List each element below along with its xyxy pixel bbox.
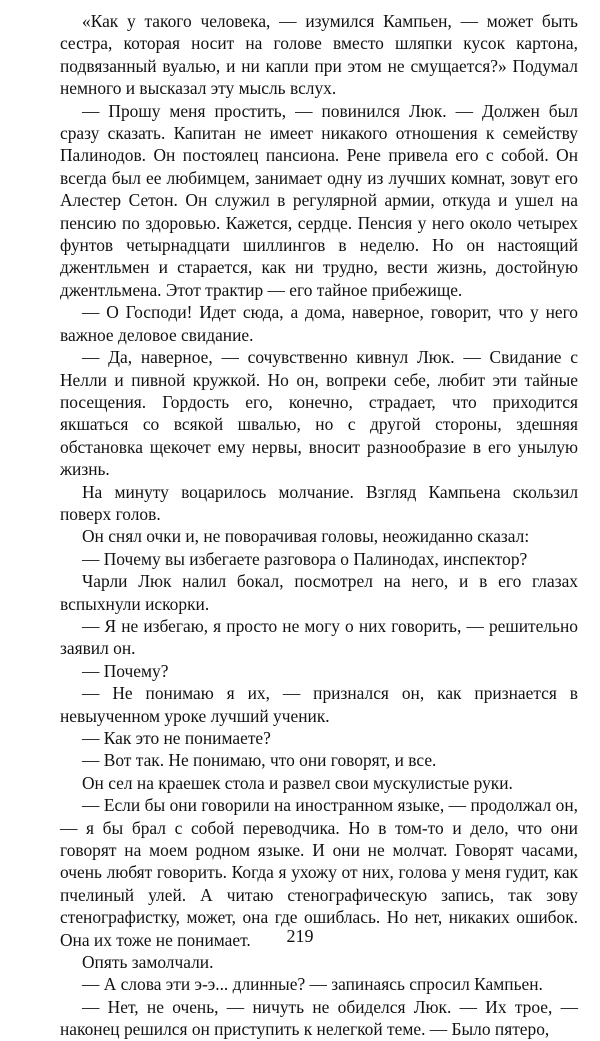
paragraph-16: Опять замолчали. xyxy=(82,952,214,973)
paragraph-2: — Прошу меня простить, — повинился Люк. — Должен был сразу сказать. Капитан не имеет никакого отношения к семейству Палинодов. Он постоялец пансиона. Рене привела его с собой. Он всегда был ее любимцем, занимает одну из лучших комнат, зовут его Алестер Сетон. Он служил в регулярной армии, откуда и ушел на пенсию по здоровью. Кажется, сердце. Пенсия у него около четырех фунтов четырнадцати шиллингов в неделю. Но он настоящий джентльмен и старается, как ни трудно, вести жизнь, достойную джентльмена. Этот трактир — его тайное прибежище. xyxy=(60,100,578,300)
paragraph-8: Чарли Люк налил бокал, посмотрел на него, и в его глазах вспыхнули искорки. xyxy=(60,571,578,614)
paragraph-18: — Нет, не очень, — ничуть не обиделся Люк. — Их трое, — наконец решился он приступить к нелегкой теме. — Было пятеро, xyxy=(60,996,578,1040)
paragraph-9: — Я не избегаю, я просто не могу о них говорить, — решительно заявил он. xyxy=(60,615,578,659)
paragraph-6: Он снял очки и, не поворачивая головы, неожиданно сказал: xyxy=(82,526,530,547)
paragraph-5: На минуту воцарилось молчание. Взгляд Кампьена скользил поверх голов. xyxy=(60,481,578,524)
paragraph-7: — Почему вы избегаете разговора о Палинодах, инспектор? xyxy=(82,548,528,569)
page-text xyxy=(60,10,578,1041)
page-number: 219 xyxy=(286,926,314,946)
paragraph-12: — Как это не понимаете? xyxy=(82,728,271,748)
paragraph-15: — Если бы они говорили на иностранном языке, — продолжал он, — я бы брал с собой переводчика. Но в том-то и дело, что они говорят на моем родном языке. И они не молчат. Говорят часами, очень любят говорить. Когда я ухожу от них, голова у меня гудит, как пчелиный улей. А читаю стенографическую запись, так зову стенографистку, может, она где ошиблась. Но нет, никаких ошибок. Она их тоже не понимает. xyxy=(60,795,578,950)
paragraph-17: — А слова эти э-э... длинные? — запинаясь спросил Кампьен. xyxy=(82,974,543,995)
paragraph-3: — О Господи! Идет сюда, а дома, наверное, говорит, что у него важное деловое свидание. xyxy=(60,302,578,345)
paragraph-13: — Вот так. Не понимаю, что они говорят, и все. xyxy=(82,750,437,771)
paragraph-10: — Почему? xyxy=(82,660,169,681)
paragraph-14: Он сел на краешек стола и развел свои мускулистые руки. xyxy=(82,772,513,793)
paragraph-11: — Не понимаю я их, — признался он, как признается в невыученном уроке лучший ученик. xyxy=(60,683,578,726)
paragraph-1: «Как у такого человека, — изумился Кампьен, — может быть сестра, которая носит на голове вместо шляпки кусок картона, подвязанный вуалью, и ни капли при этом не смущается?» Подумал немного и высказал эту мысль вслух. xyxy=(60,11,578,99)
paragraph-4: — Да, наверное, — сочувственно кивнул Люк. — Свидание с Нелли и пивной кружкой. Но он, вопреки себе, любит эти тайные посещения. Гордость его, конечно, страдает, что приходится якшаться со всякой швалью, но с другой стороны, здешняя обстановка щекочет ему нервы, вносит разнообразие в его унылую жизнь. xyxy=(60,347,578,480)
